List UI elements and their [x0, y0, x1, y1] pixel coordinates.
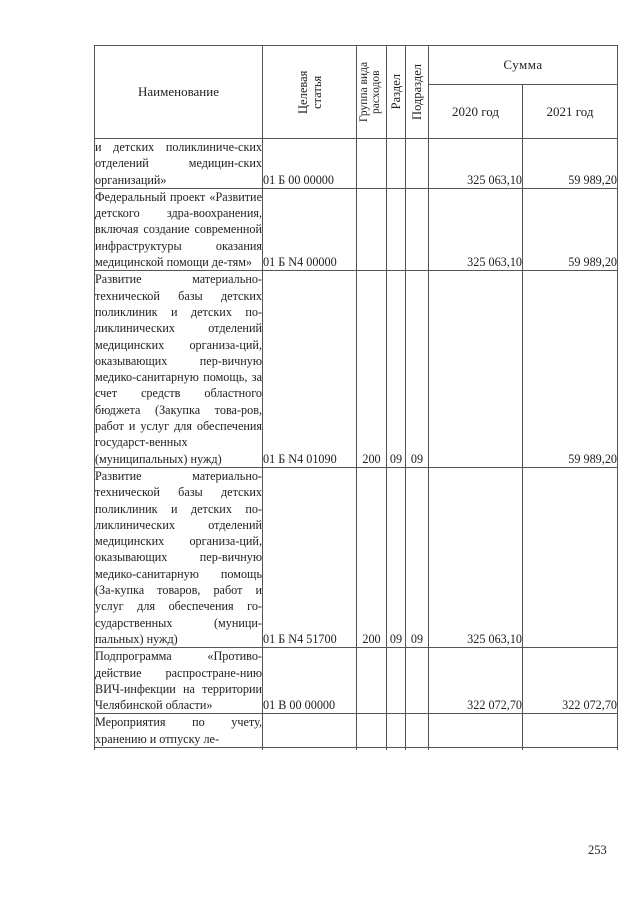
header-2021: 2021 год: [523, 85, 618, 139]
row-sum-2021: [523, 467, 618, 647]
table-row: [95, 139, 618, 189]
header-group: Группа вида расходов: [357, 61, 382, 123]
row-name: Подпрограмма «Противо-действие распростране-нию ВИЧ-инфекции на территории Челябинской области»: [95, 649, 262, 713]
row-name: и детских поликлиниче-ских отделений медицин-ских организаций»: [95, 140, 262, 187]
bottom-cell: [95, 747, 263, 750]
header-target: Целевая статья: [295, 70, 324, 114]
row-target-code: 01 Б N4 51700: [263, 467, 357, 647]
row-subsection: [406, 714, 429, 748]
row-target-code: 01 В 00 00000: [263, 648, 357, 714]
row-name: Развитие материально-технической базы детских поликлиник и детских по-ликлинических отделений медицинских организа-ций, оказывающих пер-вичную медико-санитарную помощь (За-купка товаров, работ и услуг для обеспечения го-сударственных (муници-пальных) нужд): [95, 468, 262, 646]
row-sum-2021: 59 989,20: [523, 139, 618, 189]
row-section: [387, 139, 406, 189]
row-sum-2021: [523, 714, 618, 748]
header-section: Раздел: [389, 74, 403, 110]
row-target-code: 01 Б N4 00000: [263, 188, 357, 270]
row-sum-2020: 325 063,10: [429, 139, 523, 189]
bottom-cell: [523, 747, 618, 750]
row-group: 200: [357, 271, 387, 468]
header-subsection: Подраздел: [410, 64, 424, 120]
header-row: [95, 46, 618, 85]
table-row: [95, 271, 618, 468]
bottom-cell: [357, 747, 387, 750]
row-group: [357, 188, 387, 270]
row-group: [357, 139, 387, 189]
row-group: 200: [357, 467, 387, 647]
page-number: 253: [588, 843, 607, 857]
table-row: [95, 467, 618, 647]
header-sum: Сумма: [429, 46, 618, 85]
row-section: 09: [387, 467, 406, 647]
row-target-code: 01 Б N4 01090: [263, 271, 357, 468]
row-sum-2020: 325 063,10: [429, 467, 523, 647]
row-group: [357, 648, 387, 714]
row-subsection: 09: [406, 271, 429, 468]
row-target-code: 01 Б 00 00000: [263, 139, 357, 189]
row-name: Развитие материально-технической базы детских поликлиник и детских по-ликлинических отделений медицинских организа-ций, оказывающих пер-вичную медико-санитарную помощь, за счет средств областного бюджета (Закупка това-ров, работ и услуг для обеспечения государст-венных (муниципальных) нужд): [95, 272, 262, 466]
row-name: Федеральный проект «Развитие детского здра-воохранения, включая создание современной инфраструктуры оказания медицинской помощи де-тям»: [95, 189, 262, 270]
row-sum-2020: 325 063,10: [429, 188, 523, 270]
row-group: [357, 714, 387, 748]
row-sum-2020: [429, 271, 523, 468]
row-sum-2021: 59 989,20: [523, 188, 618, 270]
row-sum-2021: 59 989,20: [523, 271, 618, 468]
row-section: [387, 188, 406, 270]
row-sum-2020: [429, 714, 523, 748]
row-section: 09: [387, 271, 406, 468]
row-subsection: [406, 139, 429, 189]
table-row: [95, 188, 618, 270]
row-subsection: [406, 648, 429, 714]
table-body: [95, 139, 618, 750]
bottom-cell: [406, 747, 429, 750]
bottom-cell: [429, 747, 523, 750]
bottom-cell: [263, 747, 357, 750]
budget-table: [94, 45, 618, 750]
bottom-cell: [387, 747, 406, 750]
row-subsection: [406, 188, 429, 270]
table-row: [95, 648, 618, 714]
row-sum-2020: 322 072,70: [429, 648, 523, 714]
header-name: Наименование: [95, 46, 263, 139]
row-section: [387, 714, 406, 748]
row-target-code: [263, 714, 357, 748]
row-subsection: 09: [406, 467, 429, 647]
row-section: [387, 648, 406, 714]
header-2020: 2020 год: [429, 85, 523, 139]
row-sum-2021: 322 072,70: [523, 648, 618, 714]
table-row: [95, 714, 618, 748]
row-name: Мероприятия по учету, хранению и отпуску ле-: [95, 715, 262, 746]
table-bottom-edge: [95, 747, 618, 750]
